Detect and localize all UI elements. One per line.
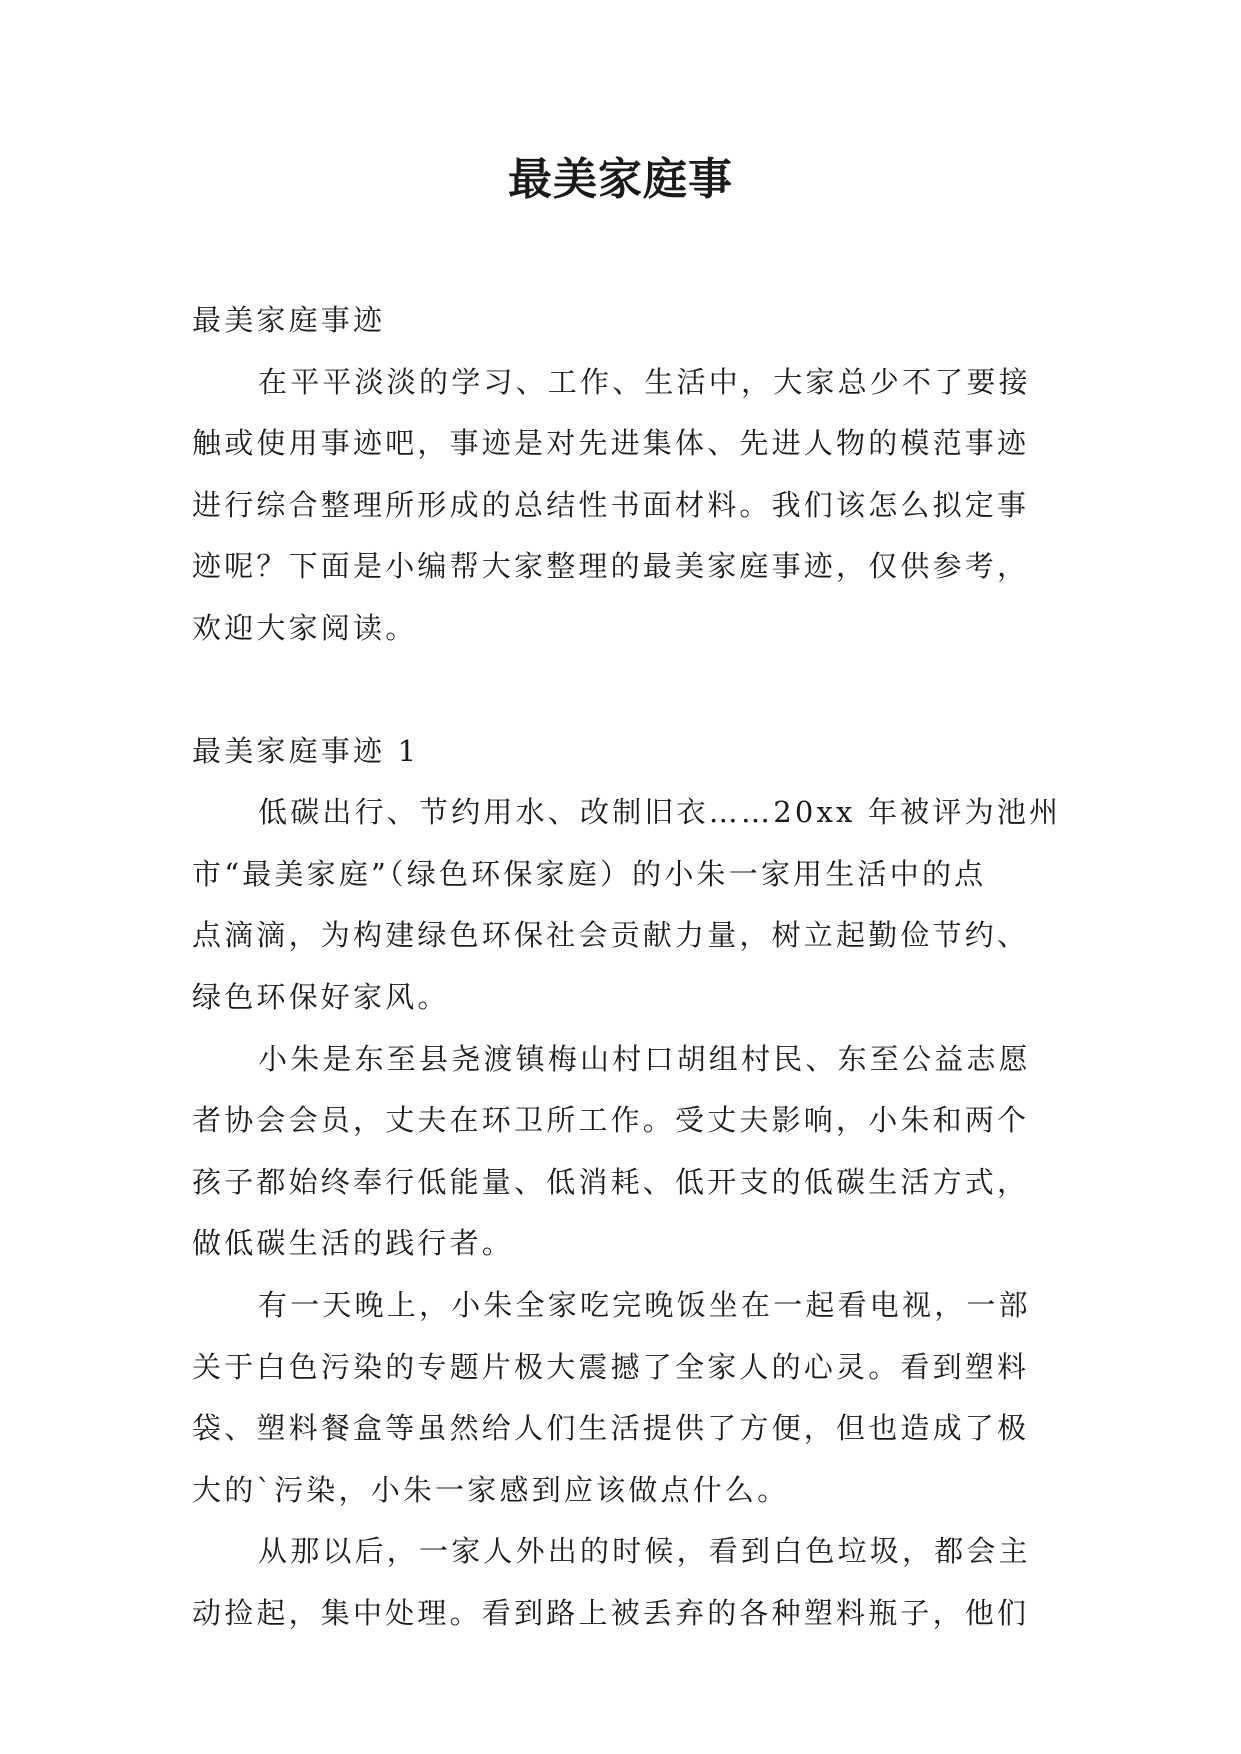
document-title: 最美家庭事 [508,154,733,205]
paragraph-line: 孩子都始终奉行低能量、低消耗、低开支的低碳生活方式， [192,1164,1030,1199]
intro-line: 欢迎大家阅读。 [192,610,418,645]
intro-paragraph [192,352,1062,660]
paragraph-1 [192,782,1062,1028]
paragraph-line: 有一天晚上，小朱全家吃完晚饭坐在一起看电视，一部 [258,1287,1031,1322]
paragraph-line: 关于白色污染的专题片极大震撼了全家人的心灵。看到塑料 [192,1349,1030,1384]
paragraph-line: 市“最美家庭”（绿色环保家庭）的小朱一家用生活中的点 [192,856,987,891]
intro-line: 触或使用事迹吧，事迹是对先进集体、先进人物的模范事迹 [192,426,1030,461]
paragraph-line: 低碳出行、节约用水、改制旧衣……20xx 年被评为池州 [258,795,1062,830]
paragraph-2 [192,1029,1062,1275]
paragraph-line: 小朱是东至县尧渡镇梅山村口胡组村民、东至公益志愿 [258,1041,1031,1076]
section-heading-2: 最美家庭事迹 1 [192,733,420,768]
paragraph-line: 点滴滴，为构建绿色环保社会贡献力量，树立起勤俭节约、 [192,918,1030,953]
paragraph-line: 大的`污染，小朱一家感到应该做点什么。 [192,1472,790,1507]
paragraph-4 [192,1521,1062,1644]
intro-line: 在平平淡淡的学习、工作、生活中，大家总少不了要接 [258,364,1031,399]
intro-line: 进行综合整理所形成的总结性书面材料。我们该怎么拟定事 [192,487,1030,522]
intro-line: 迹呢？下面是小编帮大家整理的最美家庭事迹，仅供参考， [192,549,1030,584]
paragraph-line: 袋、塑料餐盒等虽然给人们生活提供了方便，但也造成了极 [192,1411,1030,1446]
paragraph-line: 做低碳生活的践行者。 [192,1226,515,1261]
paragraph-line: 绿色环保好家风。 [192,979,450,1014]
section-gap [192,660,1062,721]
document-body [192,290,1062,1644]
paragraph-3 [192,1275,1062,1521]
paragraph-line: 从那以后，一家人外出的时候，看到白色垃圾，都会主 [258,1534,1031,1569]
paragraph-line: 者协会会员，丈夫在环卫所工作。受丈夫影响，小朱和两个 [192,1103,1030,1138]
paragraph-line: 动捡起，集中处理。看到路上被丢弃的各种塑料瓶子，他们 [192,1595,1030,1630]
section-heading-1: 最美家庭事迹 [192,303,386,337]
